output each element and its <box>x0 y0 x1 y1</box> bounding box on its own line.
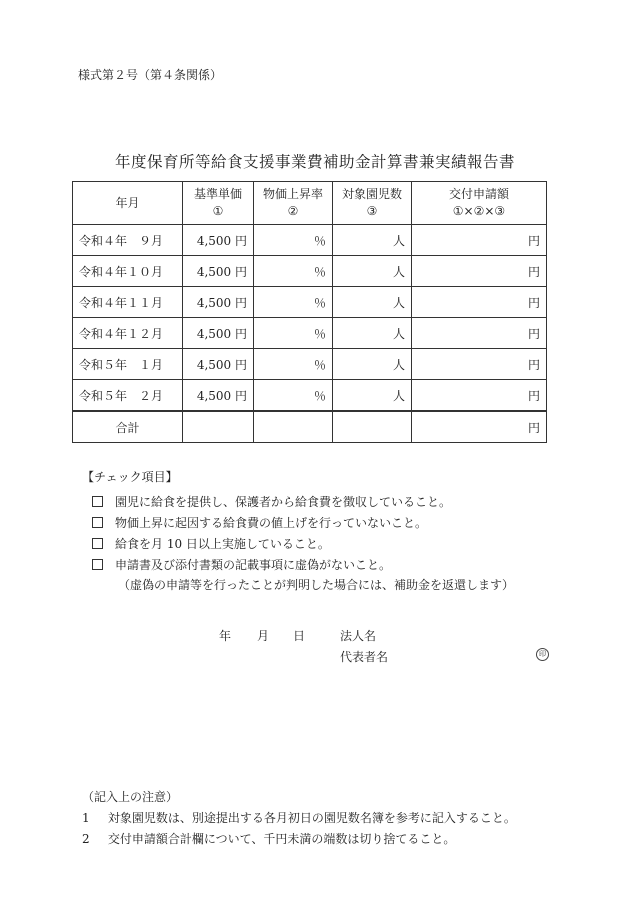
header-month: 年月 <box>73 182 183 225</box>
table-row <box>73 318 547 349</box>
amount-cell[interactable]: 円 <box>412 225 547 256</box>
checklist-item <box>82 491 514 512</box>
corporation-name-label: 法人名 <box>340 629 377 643</box>
month-cell: 令和５年 ２月 <box>73 380 183 412</box>
checklist <box>82 468 514 596</box>
checklist-item <box>82 533 514 554</box>
document-title: 年度保育所等給食支援事業費補助金計算書兼実績報告書 <box>114 153 515 171</box>
table-row <box>73 256 547 287</box>
rate-cell[interactable]: ％ <box>254 318 333 349</box>
table-row <box>73 287 547 318</box>
month-cell: 令和４年１１月 <box>73 287 183 318</box>
date-year-label: 年 <box>219 629 232 643</box>
amount-cell[interactable]: 円 <box>412 380 547 412</box>
children-cell[interactable]: 人 <box>333 380 412 412</box>
note-item <box>82 808 516 829</box>
calculation-table <box>72 181 547 443</box>
header-children: 対象園児数 ③ <box>333 182 412 225</box>
note-number: 2 <box>82 832 90 846</box>
children-cell[interactable]: 人 <box>333 287 412 318</box>
seal-mark: 印 <box>536 648 549 661</box>
month-cell: 令和４年 ９月 <box>73 225 183 256</box>
checkbox[interactable] <box>92 559 103 570</box>
checklist-item-text: 申請書及び添付書類の記載事項に虚偽がないこと。 <box>115 558 392 572</box>
total-label: 合計 <box>73 411 183 443</box>
table-row <box>73 349 547 380</box>
unit-price-cell: 4,500 円 <box>183 380 254 412</box>
children-cell[interactable]: 人 <box>333 349 412 380</box>
header-grant: 交付申請額 ①×②×③ <box>412 182 547 225</box>
date-month-label: 月 <box>257 629 270 643</box>
table-row <box>73 380 547 412</box>
total-row <box>73 411 547 443</box>
rate-cell[interactable]: ％ <box>254 256 333 287</box>
month-cell: 令和４年１０月 <box>73 256 183 287</box>
amount-cell[interactable]: 円 <box>412 349 547 380</box>
checklist-heading: 【チェック項目】 <box>82 470 178 484</box>
total-empty-cell <box>254 411 333 443</box>
unit-price-cell: 4,500 円 <box>183 349 254 380</box>
unit-price-cell: 4,500 円 <box>183 318 254 349</box>
note-item <box>82 829 516 850</box>
checklist-item <box>82 512 514 533</box>
form-number: 様式第２号（第４条関係） <box>78 68 223 82</box>
checkbox[interactable] <box>92 538 103 549</box>
header-unit-price: 基準単価 ① <box>183 182 254 225</box>
total-empty-cell <box>183 411 254 443</box>
unit-price-cell: 4,500 円 <box>183 256 254 287</box>
rate-cell[interactable]: ％ <box>254 380 333 412</box>
date-day-label: 日 <box>293 629 306 643</box>
month-cell: 令和４年１２月 <box>73 318 183 349</box>
entry-notes <box>82 787 516 850</box>
checkbox[interactable] <box>92 496 103 507</box>
note-number: 1 <box>82 811 90 825</box>
false-claim-warning: （虚偽の申請等を行ったことが判明した場合には、補助金を返還します） <box>118 578 515 592</box>
checkbox[interactable] <box>92 517 103 528</box>
note-text: 対象園児数は、別途提出する各月初日の園児数名簿を参考に記入すること。 <box>107 811 516 825</box>
table-row <box>73 225 547 256</box>
checklist-item-text: 物価上昇に起因する給食費の値上げを行っていないこと。 <box>115 516 428 530</box>
unit-price-cell: 4,500 円 <box>183 225 254 256</box>
checklist-item <box>82 554 514 575</box>
amount-cell[interactable]: 円 <box>412 256 547 287</box>
amount-cell[interactable]: 円 <box>412 287 547 318</box>
header-price-rate: 物価上昇率 ② <box>254 182 333 225</box>
notes-heading: （記入上の注意） <box>82 790 179 804</box>
children-cell[interactable]: 人 <box>333 318 412 349</box>
rate-cell[interactable]: ％ <box>254 225 333 256</box>
rate-cell[interactable]: ％ <box>254 349 333 380</box>
note-text: 交付申請額合計欄について、千円未満の端数は切り捨てること。 <box>107 832 456 846</box>
representative-label: 代表者名 <box>340 650 389 664</box>
table-header-row <box>73 182 547 225</box>
month-cell: 令和５年 １月 <box>73 349 183 380</box>
rate-cell[interactable]: ％ <box>254 287 333 318</box>
total-empty-cell <box>333 411 412 443</box>
children-cell[interactable]: 人 <box>333 256 412 287</box>
checklist-item-text: 園児に給食を提供し、保護者から給食費を徴収していること。 <box>115 495 452 509</box>
checklist-item-text: 給食を月 10 日以上実施していること。 <box>115 537 330 551</box>
unit-price-cell: 4,500 円 <box>183 287 254 318</box>
total-amount-cell[interactable]: 円 <box>412 411 547 443</box>
amount-cell[interactable]: 円 <box>412 318 547 349</box>
children-cell[interactable]: 人 <box>333 225 412 256</box>
